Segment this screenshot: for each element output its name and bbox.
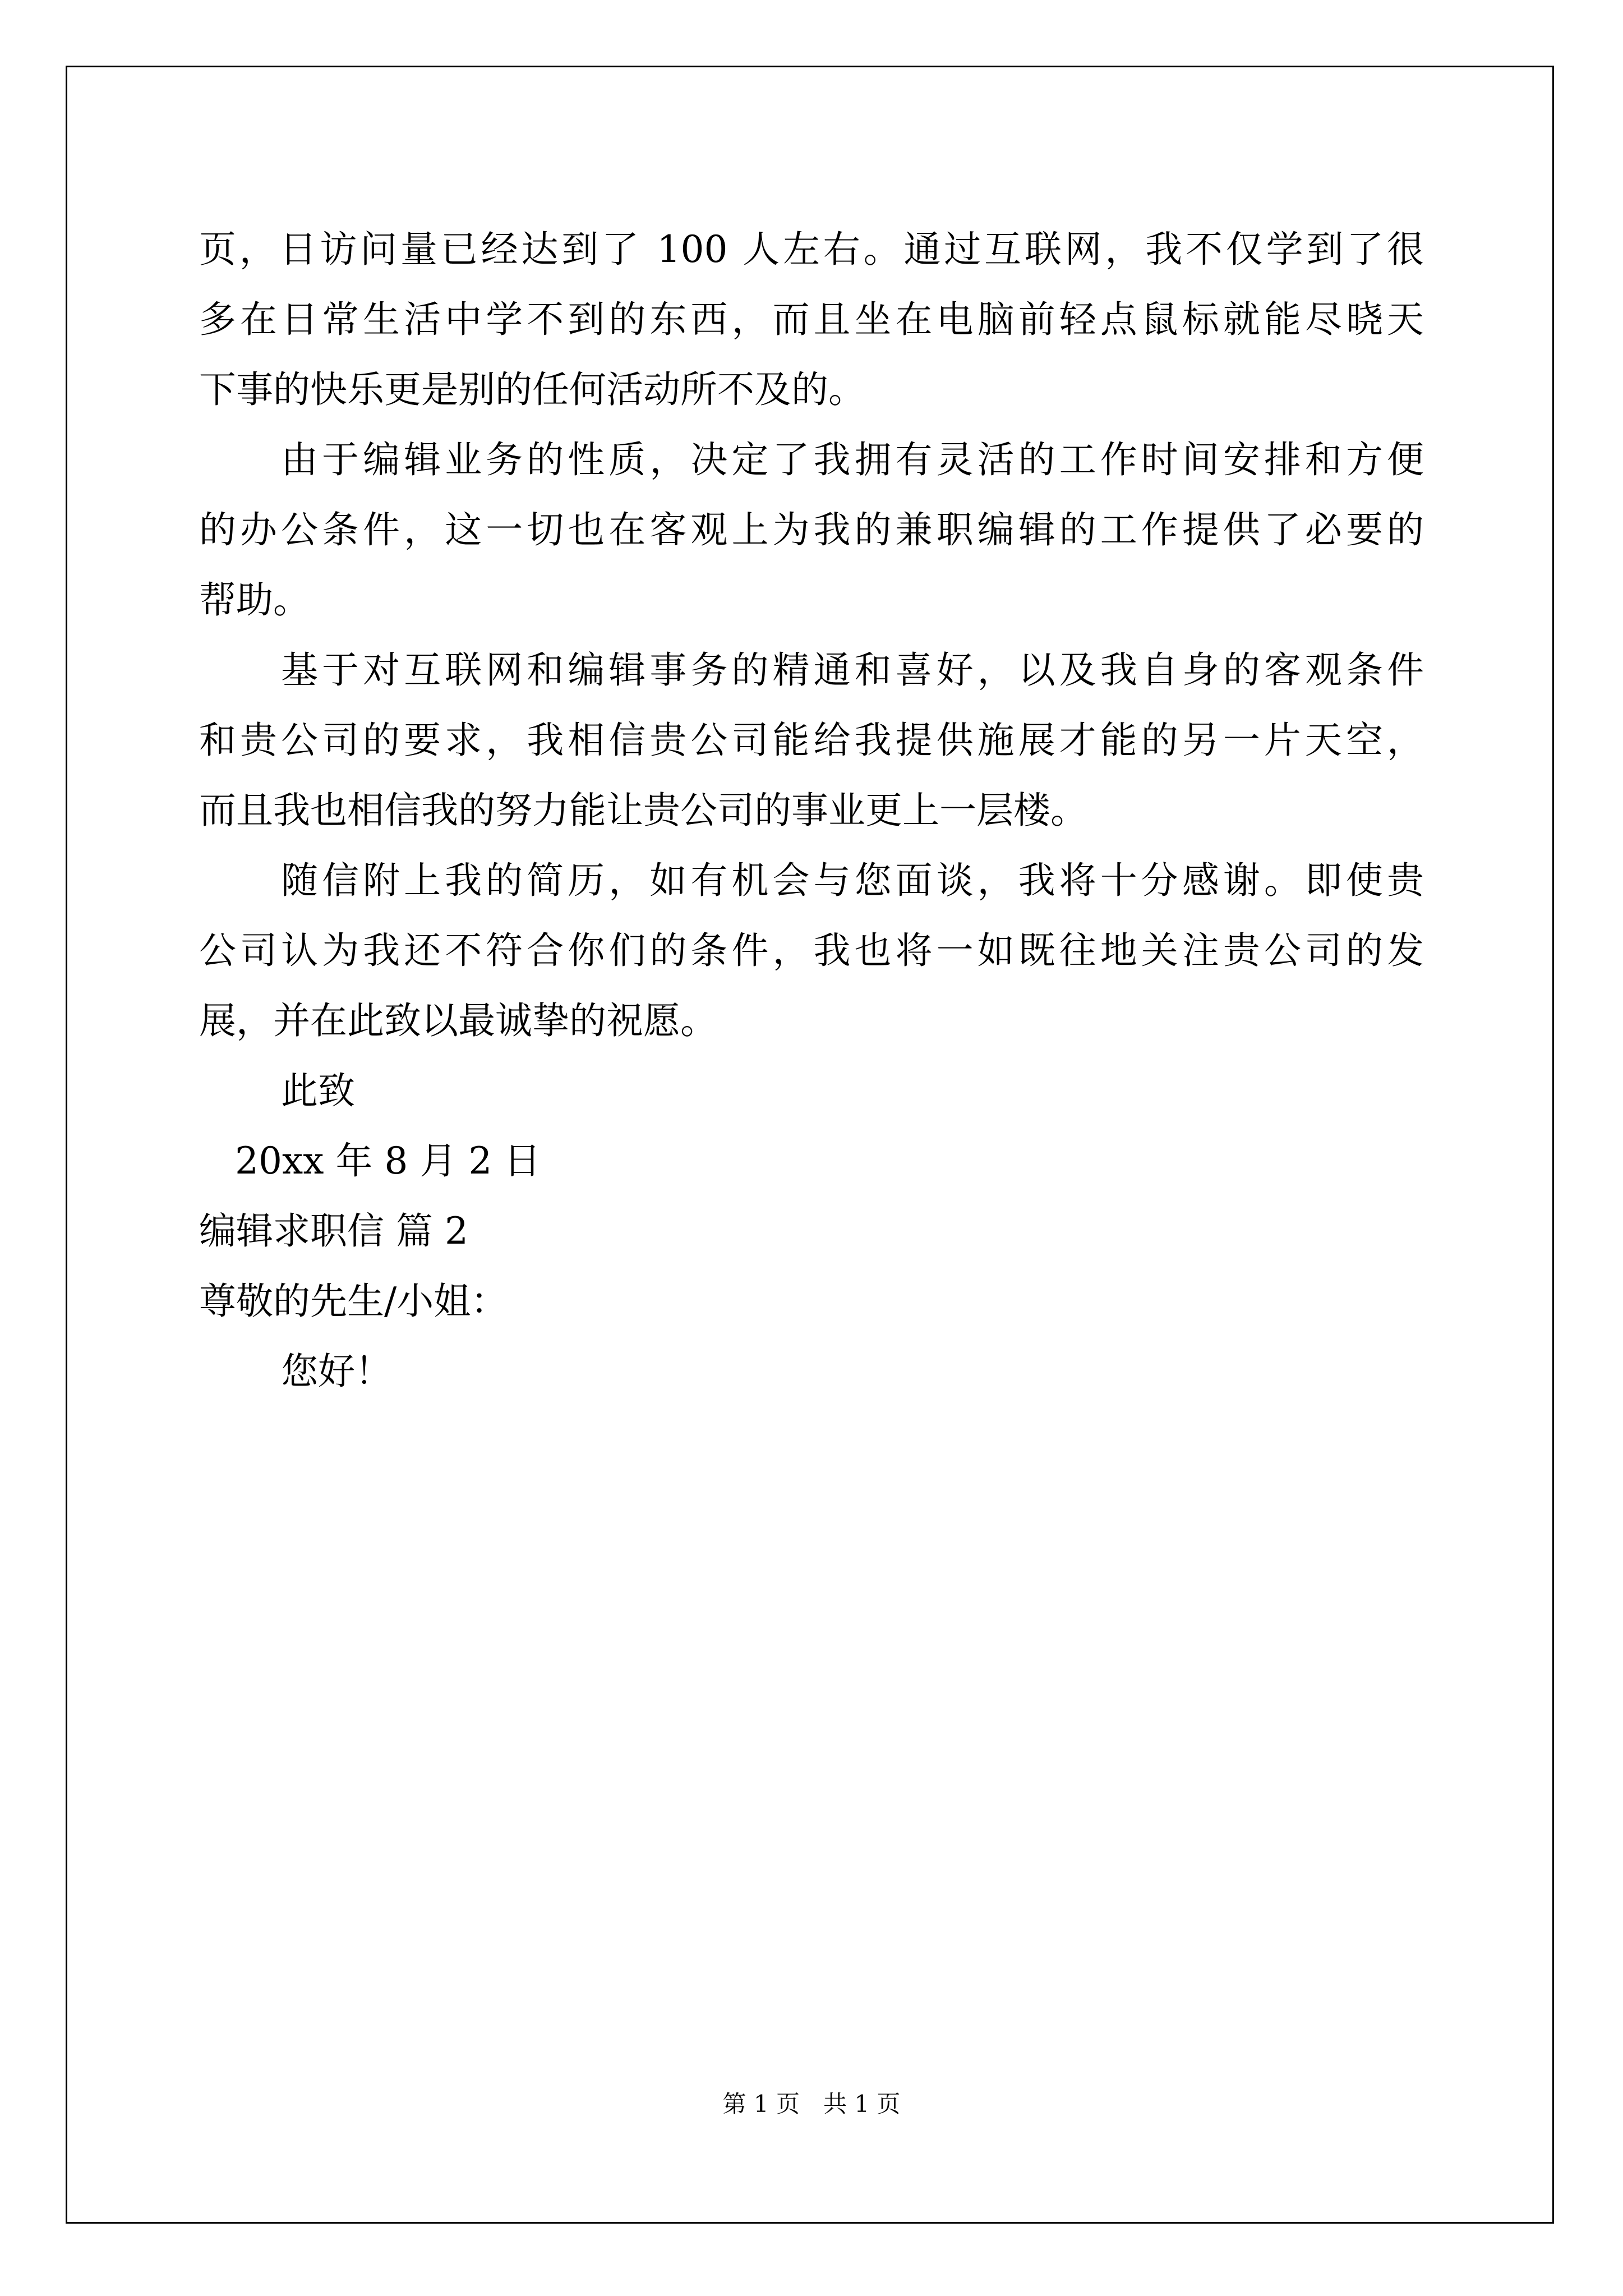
text-line-8: 和贵公司的要求，我相信贵公司能给我提供施展才能的另一片天空， bbox=[199, 719, 1424, 762]
text-line-2: 多在日常生活中学不到的东西，而且坐在电脑前轻点鼠标就能尽晓天 bbox=[199, 298, 1424, 341]
salutation-line: 尊敬的先生/小姐： bbox=[199, 1280, 508, 1323]
text-line-7: 基于对互联网和编辑事务的精通和喜好，以及我自身的客观条件 bbox=[281, 648, 1424, 692]
text-line-4: 由于编辑业务的性质，决定了我拥有灵活的工作时间安排和方便 bbox=[281, 438, 1424, 481]
text-line-11: 公司认为我还不符合你们的条件，我也将一如既往地关注贵公司的发 bbox=[199, 929, 1424, 972]
page-footer: 第 1 页 共 1 页 bbox=[722, 2090, 901, 2118]
text-line-10: 随信附上我的简历，如有机会与您面谈，我将十分感谢。即使贵 bbox=[281, 859, 1424, 902]
text-line-6: 帮助。 bbox=[199, 578, 310, 622]
date-line: 20xx 年 8 月 2 日 bbox=[235, 1139, 541, 1182]
text-line-3: 下事的快乐更是别的任何活动所不及的。 bbox=[199, 368, 865, 411]
text-line-12: 展，并在此致以最诚挚的祝愿。 bbox=[199, 999, 717, 1042]
text-line-5: 的办公条件，这一切也在客观上为我的兼职编辑的工作提供了必要的 bbox=[199, 508, 1424, 551]
greeting-line: 您好！ bbox=[281, 1350, 392, 1393]
text-line-9: 而且我也相信我的努力能让贵公司的事业更上一层楼。 bbox=[199, 789, 1087, 832]
text-line-1: 页，日访问量已经达到了 100 人左右。通过互联网，我不仅学到了很 bbox=[199, 228, 1424, 271]
section-title: 编辑求职信 篇 2 bbox=[199, 1209, 468, 1253]
closing-line: 此致 bbox=[281, 1069, 355, 1112]
